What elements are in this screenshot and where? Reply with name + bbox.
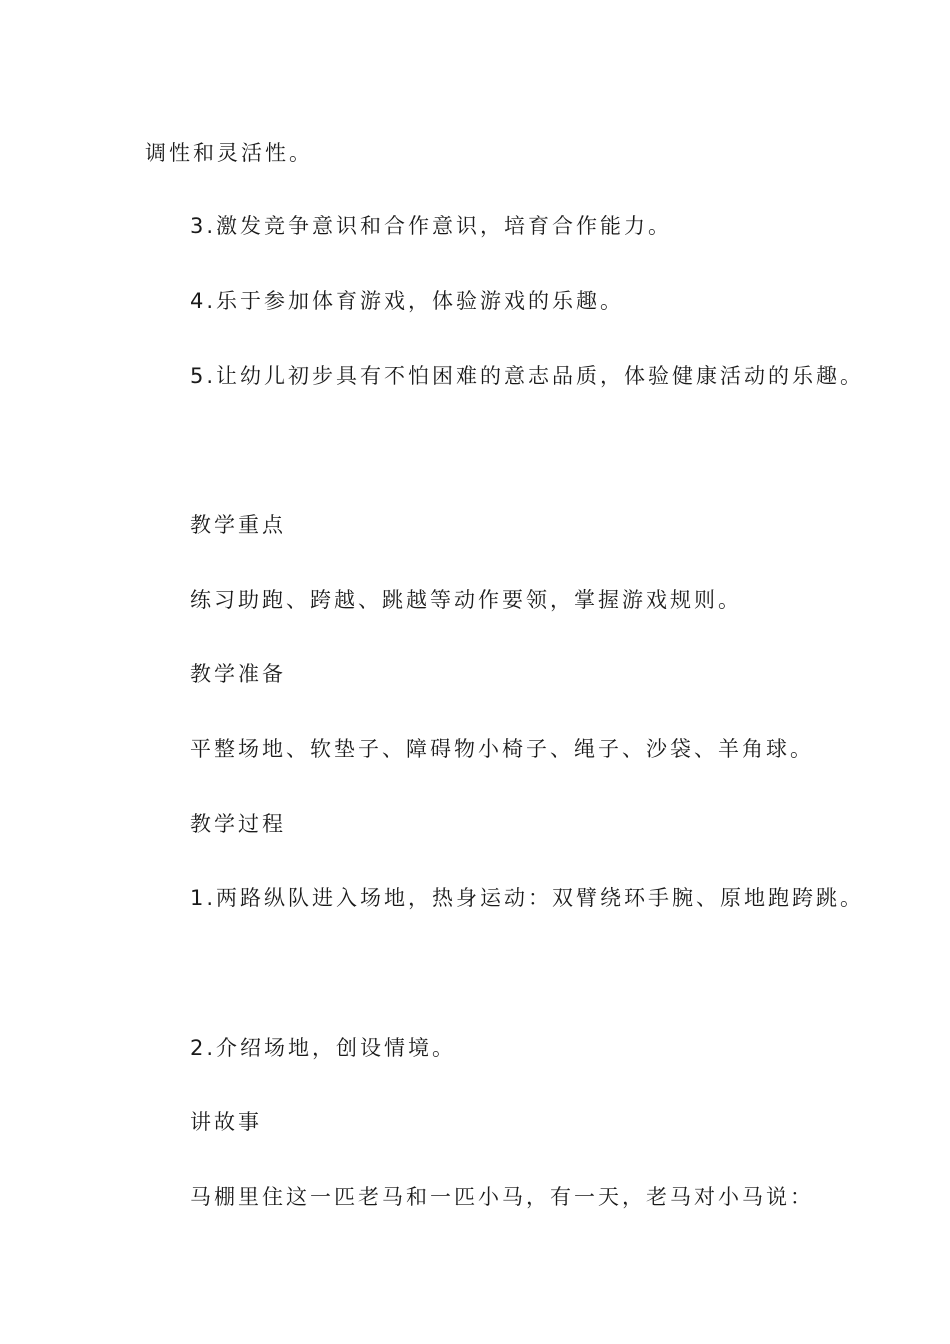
heading-teaching-preparation: 教学准备 [190,662,286,686]
process-step-1: 1.两路纵队进入场地，热身运动：双臂绕环手腕、原地跑跨跳。 [190,886,865,910]
heading-story: 讲故事 [190,1110,262,1134]
teaching-preparation-text: 平整场地、软垫子、障碍物小椅子、绳子、沙袋、羊角球。 [190,737,814,761]
paragraph-continuation: 调性和灵活性。 [145,141,313,165]
objective-5: 5.让幼儿初步具有不怕困难的意志品质，体验健康活动的乐趣。 [190,364,865,388]
heading-teaching-focus: 教学重点 [190,513,286,537]
process-step-2: 2.介绍场地，创设情境。 [190,1036,457,1060]
objective-3: 3.激发竞争意识和合作意识，培育合作能力。 [190,214,673,238]
objective-4: 4.乐于参加体育游戏，体验游戏的乐趣。 [190,289,625,313]
teaching-focus-text: 练习助跑、跨越、跳越等动作要领，掌握游戏规则。 [190,588,742,612]
heading-teaching-process: 教学过程 [190,812,286,836]
story-text: 马棚里住这一匹老马和一匹小马，有一天，老马对小马说： [190,1185,814,1209]
